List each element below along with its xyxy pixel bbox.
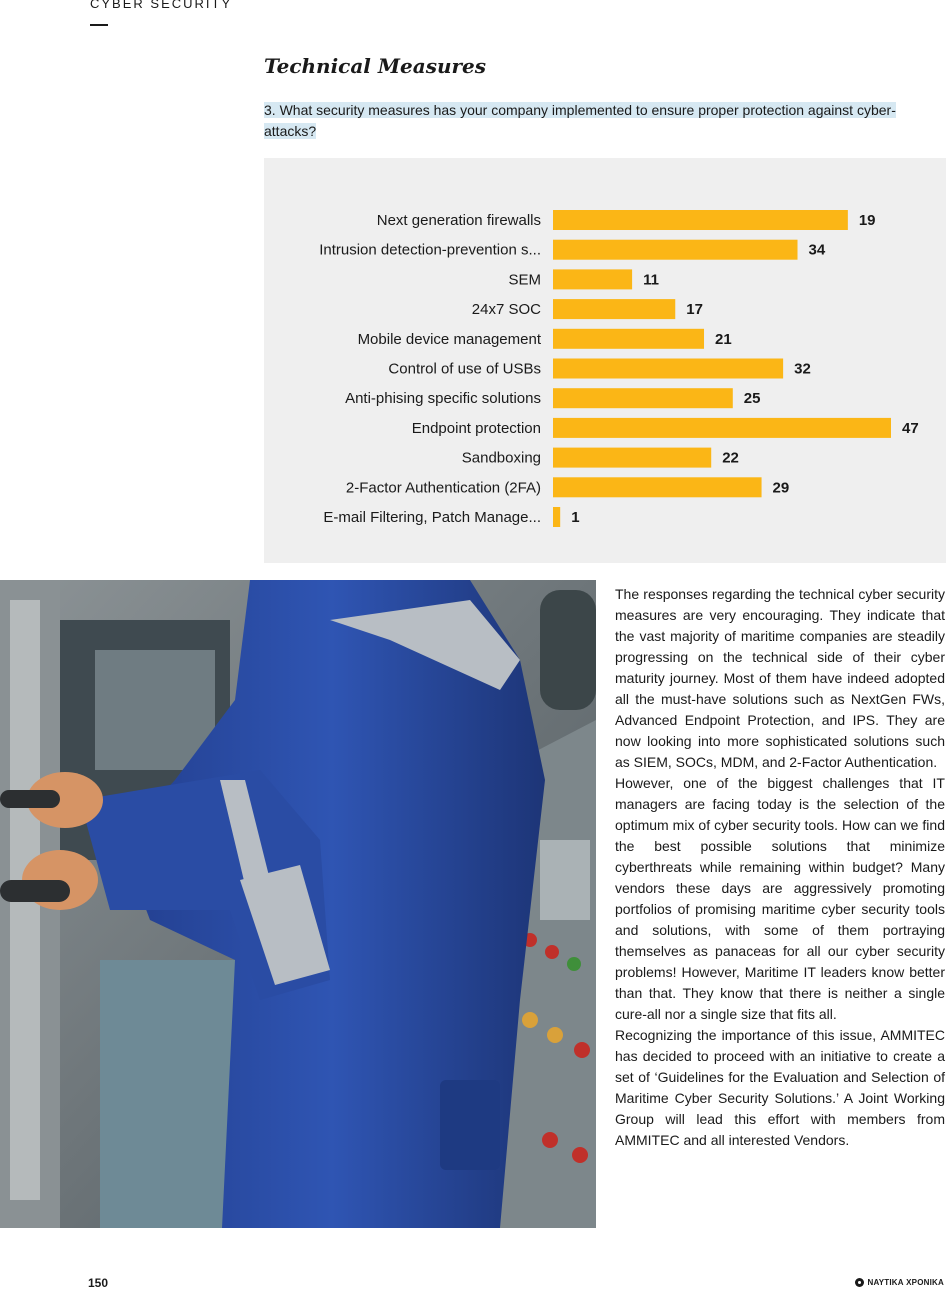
bar-chart-panel xyxy=(264,158,946,563)
value-label: 25 xyxy=(743,390,761,408)
bar xyxy=(553,359,783,379)
value-label: 47 xyxy=(902,419,919,437)
body-paragraph-3: Recognizing the importance of this issue, AMMITEC has decided to proceed with an initiative to create a set of ‘Guidelines for the Evaluation and Selection of Maritime Cyber Security Solutions.’ A Joint Working Group will lead this effort with members from AMMITEC and all interested Vendors. xyxy=(615,1027,945,1148)
value-label: 21 xyxy=(715,330,732,348)
value-label: 34 xyxy=(808,241,826,259)
bar xyxy=(553,388,733,408)
category-label: E-mail Filtering, Patch Manage... xyxy=(323,509,541,526)
bar xyxy=(553,269,632,289)
publisher-mark xyxy=(855,1278,945,1287)
survey-question-text: 3. What security measures has your company implemented to ensure proper protection against cyber-attacks? xyxy=(264,102,896,139)
bar-chart xyxy=(264,158,946,563)
page-heading: Technical Measures xyxy=(264,54,487,78)
publisher-name: ΝΑΥΤΙΚΑ ΧΡΟΝΙΚΑ xyxy=(867,1278,944,1287)
body-paragraph-2: However, one of the biggest challenges that IT managers are facing today is the selection of the optimum mix of cyber security tools. How can we find the best possible solutions that minimize cyberthreats while remaining within budget? Many vendors these days are aggressively promoting portfolios of promising maritime cyber security tools and solutions, with some of them portraying themselves as panaceas for all our cyber security problems! However, Maritime IT leaders know better than that. They know that there is neither a single cure-all nor a single size that fits all. xyxy=(615,775,945,1022)
value-label: 1 xyxy=(571,509,580,526)
page-number: 150 xyxy=(88,1276,109,1290)
bar xyxy=(553,448,711,468)
bar xyxy=(553,507,560,527)
engineer-photo xyxy=(0,580,596,1228)
bar xyxy=(553,477,762,497)
category-label: Intrusion detection-prevention s... xyxy=(319,241,541,259)
section-label: CYBER SECURITY xyxy=(90,0,233,11)
bar xyxy=(553,299,675,319)
category-label: Sandboxing xyxy=(461,449,541,467)
category-label: Anti-phising specific solutions xyxy=(345,390,541,408)
category-label: Mobile device management xyxy=(357,330,541,348)
survey-question xyxy=(264,100,924,142)
category-label: SEM xyxy=(508,271,541,289)
value-label: 29 xyxy=(772,479,790,497)
value-label: 19 xyxy=(858,212,876,229)
value-label: 32 xyxy=(794,360,811,378)
article-body xyxy=(615,584,945,1151)
bar xyxy=(553,210,848,230)
category-label: 24x7 SOC xyxy=(471,301,541,319)
value-label: 22 xyxy=(722,449,739,467)
category-label: Control of use of USBs xyxy=(388,360,541,378)
category-label: Endpoint protection xyxy=(411,419,541,437)
section-divider xyxy=(90,24,108,26)
bar xyxy=(553,329,704,349)
engineer-illustration xyxy=(0,580,596,1228)
publisher-logo-icon xyxy=(855,1278,864,1287)
bar xyxy=(553,418,891,438)
bar xyxy=(553,240,798,260)
value-label: 11 xyxy=(643,271,659,289)
value-label: 17 xyxy=(686,301,703,319)
body-paragraph-1: The responses regarding the technical cyber security measures are very encouraging. They indicate that the vast majority of maritime companies are steadily progressing on the technical side of their cyber maturity journey. Most of them have indeed adopted all the must-have solutions such as NextGen FWs, Advanced Endpoint Protection, and IPS. They are now looking into more sophisticated solutions such as SIEM, SOCs, MDM, and 2-Factor Authentication. xyxy=(615,586,945,770)
category-label: Next generation firewalls xyxy=(376,212,541,229)
category-label: 2-Factor Authentication (2FA) xyxy=(345,479,541,497)
